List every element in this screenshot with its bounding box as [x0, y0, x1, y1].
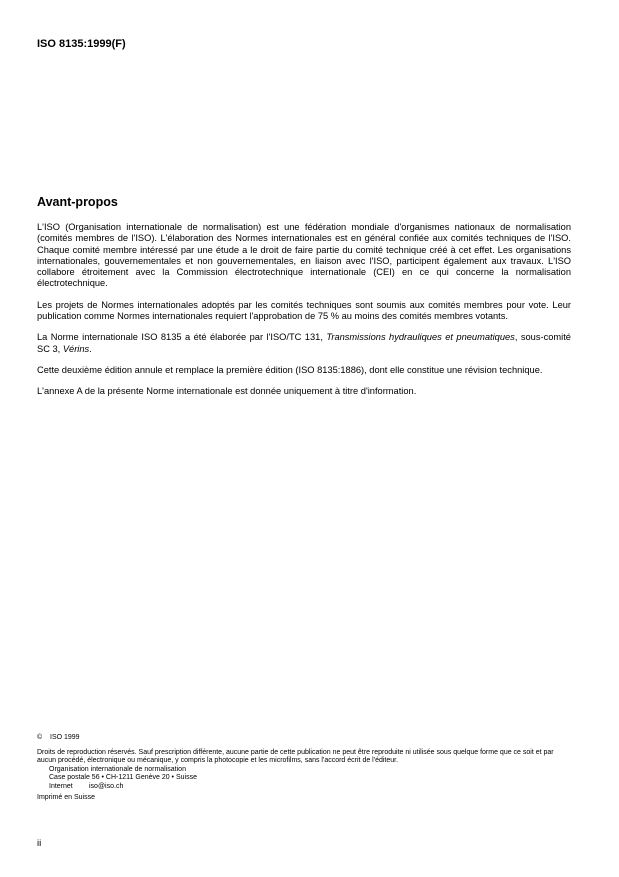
internet-email-link[interactable]: iso@iso.ch: [89, 782, 124, 790]
page-number: ii: [37, 838, 42, 849]
copyright-notice: [37, 734, 573, 802]
foreword-section: [37, 195, 571, 408]
foreword-paragraph-1: L'ISO (Organisation internationale de normalisation) est une fédération mondiale d'organismes nationaux de normalisation (comités membres de l'ISO). L'élaboration des Normes internationales est en général confiée aux comités techniques de l'ISO. Chaque comité membre intéressé par une étude a le droit de faire partie du comité technique créé à cet effet. Les organisations internationales, gouvernementales et non gouvernementales, en liaison avec l'ISO, participent également aux travaux. L'ISO collabore étroitement avec la Commission électrotechnique internationale (CEI) en ce qui concerne la normalisation électrotechnique.: [37, 222, 571, 289]
copyright-line: [37, 734, 573, 743]
foreword-title: Avant-propos: [37, 195, 118, 209]
copyright-rights: Droits de reproduction réservés. Sauf prescription différente, aucune partie de cette publication ne peut être reproduite ni utilisée sous quelque forme que ce soit et par aucun procédé, électronique ou mécanique, y compris la photocopie et les microfilms, sans l'accord écrit de l'éditeur.: [37, 748, 554, 765]
internet-label: Internet: [49, 782, 73, 790]
document-code: ISO 8135:1999(F): [37, 38, 126, 50]
foreword-paragraph-3: [37, 332, 571, 355]
copyright-address: Case postale 56 • CH-1211 Genève 20 • Suisse: [49, 774, 197, 782]
subcommittee-title: Vérins: [62, 343, 90, 354]
p3-text-end: .: [89, 343, 92, 354]
p3-text-middle: , sous-comité SC 3,: [37, 332, 571, 354]
committee-title: Transmissions hydrauliques et pneumatiques: [326, 332, 515, 343]
foreword-paragraph-5: L'annexe A de la présente Norme internationale est donnée uniquement à titre d'information.: [37, 386, 417, 397]
copyright-year: ISO 1999: [50, 734, 80, 741]
copyright-internet: [37, 783, 573, 792]
foreword-paragraph-2: Les projets de Normes internationales adoptés par les comités techniques sont soumis aux comités membres pour vote. Leur publication comme Normes internationales requiert l'approbation de 75 % au moins des comités membres votants.: [37, 299, 571, 322]
copyright-organisation: Organisation internationale de normalisation: [49, 765, 186, 773]
copyright-printed: Imprimé en Suisse: [37, 793, 95, 801]
p3-text-before: La Norme internationale ISO 8135 a été élaborée par l'ISO/TC 131,: [37, 332, 327, 343]
foreword-paragraph-4: Cette deuxième édition annule et remplace la première édition (ISO 8135:1886), dont elle constitue une révision technique.: [37, 364, 543, 375]
copyright-symbol: ©: [37, 734, 43, 741]
